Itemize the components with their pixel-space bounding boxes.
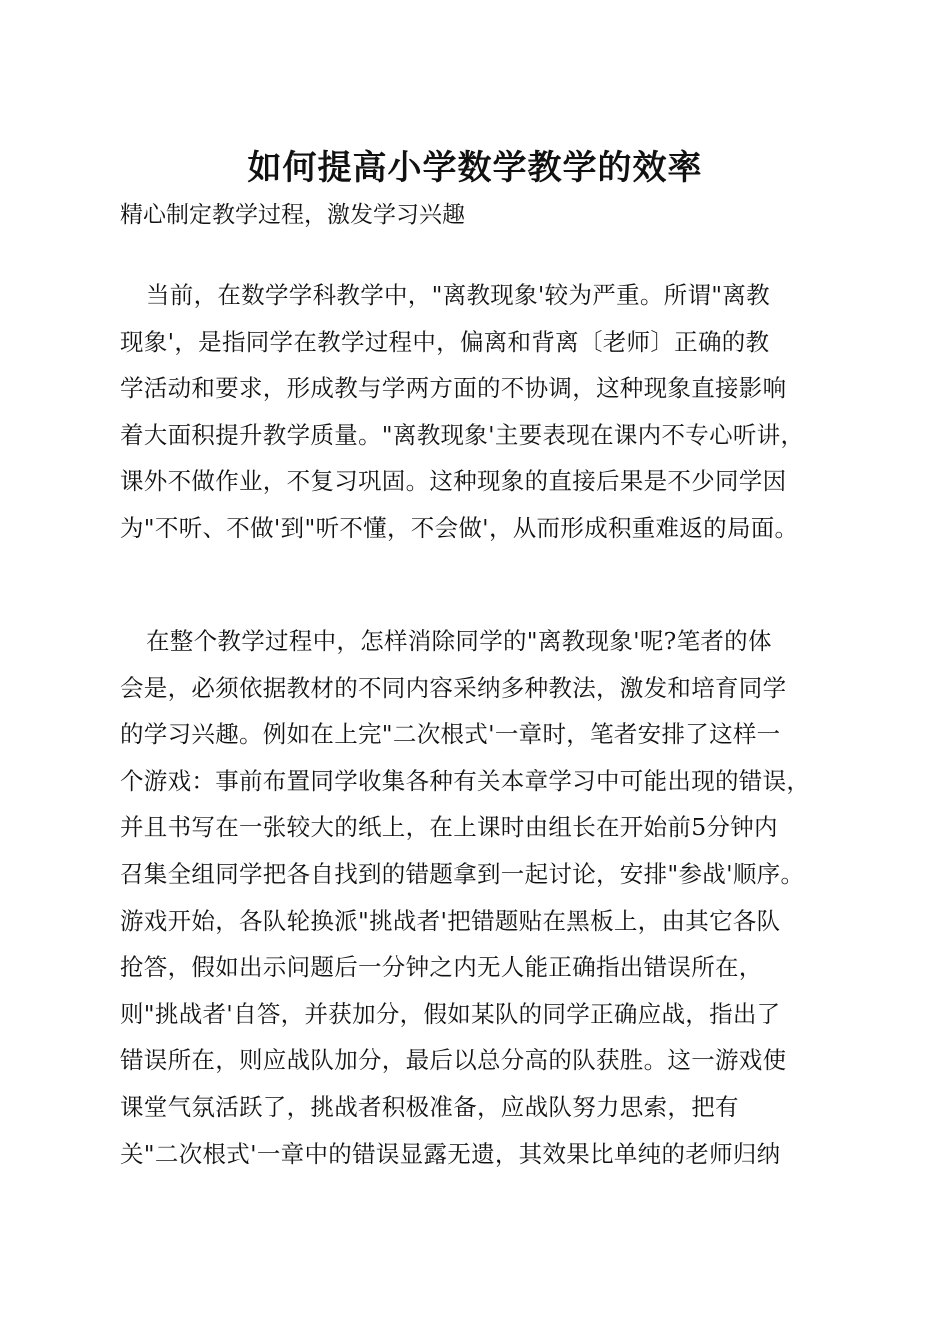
paragraph-2 [120, 618, 860, 1177]
paragraph-1 [120, 272, 860, 552]
paragraph-line: 则"挑战者'自答，并获加分，假如某队的同学正确应战，指出了 [120, 999, 781, 1028]
paragraph-line: 游戏开始，各队轮换派"挑战者'把错题贴在黑板上，由其它各队 [120, 906, 781, 935]
paragraph-line: 课外不做作业，不复习巩固。这种现象的直接后果是不少同学因 [120, 467, 787, 496]
paragraph-line: 关"二次根式'一章中的错误显露无遗，其效果比单纯的老师归纳 [120, 1139, 781, 1168]
paragraph-line: 个游戏：事前布置同学收集各种有关本章学习中可能出现的错误， [120, 766, 811, 795]
document-title: 如何提高小学数学教学的效率 [247, 148, 703, 188]
paragraph-line: 并且书写在一张较大的纸上，在上课时由组长在开始前5分钟内 [120, 813, 778, 842]
paragraph-line: 现象'，是指同学在教学过程中，偏离和背离〔老师〕正确的教 [120, 327, 770, 356]
paragraph-line: 在整个教学过程中，怎样消除同学的"离教现象'呢?笔者的体 [146, 627, 772, 655]
paragraph-line: 当前，在数学学科教学中，"离教现象'较为严重。所谓"离教 [146, 281, 770, 309]
paragraph-line: 为"不听、不做'到"听不懂，不会做'，从而形成积重难返的局面。 [120, 513, 799, 542]
paragraph-line: 抢答，假如出示问题后一分钟之内无人能正确指出错误所在， [120, 953, 763, 982]
paragraph-line: 错误所在，则应战队加分，最后以总分高的队获胜。这一游戏使 [120, 1046, 787, 1075]
paragraph-line: 课堂气氛活跃了，挑战者积极准备，应战队努力思索，把有 [120, 1092, 739, 1121]
paragraph-line: 召集全组同学把各自找到的错题拿到一起讨论，安排"参战'顺序。 [120, 859, 805, 888]
paragraph-line: 学活动和要求，形成教与学两方面的不协调，这种现象直接影响 [120, 374, 787, 403]
paragraph-line: 会是，必须依据教材的不同内容采纳多种教法，激发和培育同学 [120, 673, 787, 702]
section-heading: 精心制定教学过程，激发学习兴趣 [120, 202, 465, 228]
paragraph-line: 着大面积提升教学质量。"离教现象'主要表现在课内不专心听讲， [120, 420, 805, 449]
paragraph-line: 的学习兴趣。例如在上完"二次根式'一章时，笔者安排了这样一 [120, 720, 781, 749]
